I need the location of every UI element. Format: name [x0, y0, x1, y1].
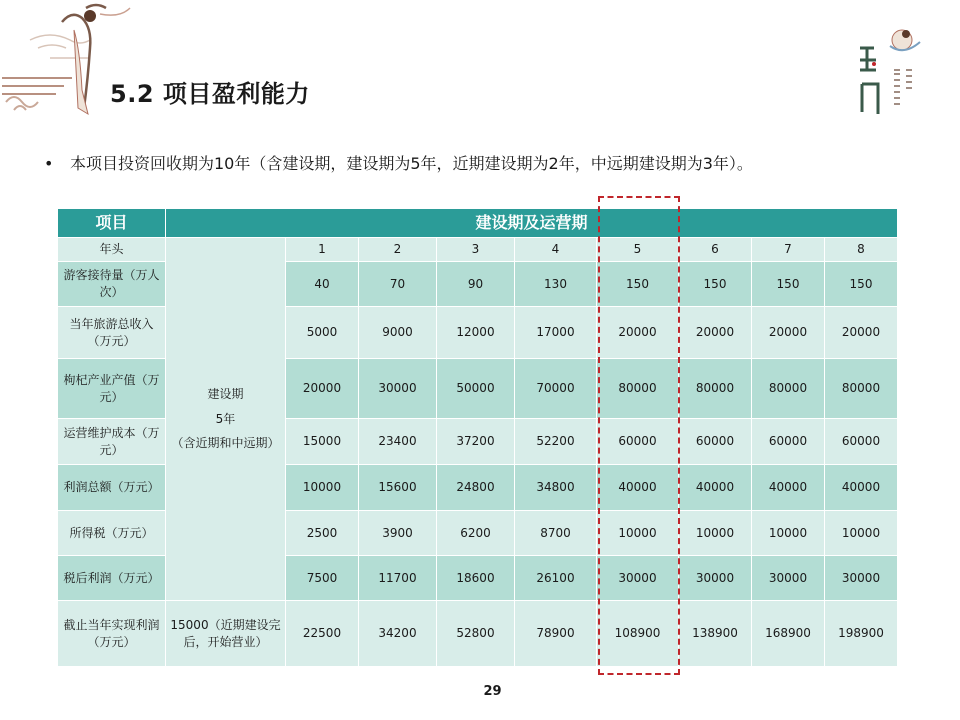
- value-cell: 15000: [286, 419, 359, 465]
- value-cell: 80000: [679, 359, 752, 419]
- page-number: 29: [483, 684, 502, 699]
- value-cell: 70000: [515, 359, 597, 419]
- value-cell: 20000: [597, 307, 679, 359]
- row-label: 当年旅游总收入（万元）: [58, 307, 166, 359]
- logo-seal-ornament: [854, 22, 926, 124]
- value-cell: 108900: [597, 601, 679, 667]
- value-cell: 60000: [752, 419, 825, 465]
- value-cell: 22500: [286, 601, 359, 667]
- value-cell: 150: [752, 262, 825, 307]
- year5-highlight-box: [598, 196, 680, 675]
- value-cell: 10000: [597, 511, 679, 556]
- value-cell: 8700: [515, 511, 597, 556]
- decorative-wave-ornament: [0, 0, 150, 130]
- year-cell: 8: [825, 238, 898, 262]
- value-cell: 198900: [825, 601, 898, 667]
- row-label: 运营维护成本（万元）: [58, 419, 166, 465]
- value-cell: 130: [515, 262, 597, 307]
- header-item: 项目: [58, 209, 166, 238]
- value-cell: 9000: [359, 307, 437, 359]
- value-cell: 20000: [825, 307, 898, 359]
- value-cell: 26100: [515, 556, 597, 601]
- construction-period-cell: [166, 238, 286, 601]
- value-cell: 23400: [359, 419, 437, 465]
- construction-period-line1: 建设期: [207, 386, 244, 401]
- value-cell: 60000: [825, 419, 898, 465]
- value-cell: 20000: [286, 359, 359, 419]
- value-cell: 20000: [752, 307, 825, 359]
- value-cell: 7500: [286, 556, 359, 601]
- value-cell: 34800: [515, 465, 597, 511]
- value-cell: 52800: [437, 601, 515, 667]
- header-period: 建设期及运营期: [166, 209, 898, 238]
- value-cell: 10000: [825, 511, 898, 556]
- value-cell: 37200: [437, 419, 515, 465]
- year-label: 年头: [58, 238, 166, 262]
- value-cell: 40000: [597, 465, 679, 511]
- value-cell: 10000: [286, 465, 359, 511]
- period-note-cell: 15000（近期建设完后，开始营业）: [166, 601, 286, 667]
- value-cell: 80000: [597, 359, 679, 419]
- value-cell: 2500: [286, 511, 359, 556]
- row-label: 税后利润（万元）: [58, 556, 166, 601]
- value-cell: 150: [679, 262, 752, 307]
- value-cell: 40: [286, 262, 359, 307]
- row-label: 游客接待量（万人次）: [58, 262, 166, 307]
- year-cell: 1: [286, 238, 359, 262]
- value-cell: 150: [825, 262, 898, 307]
- year-row: [58, 238, 898, 262]
- year-cell: 4: [515, 238, 597, 262]
- value-cell: 30000: [679, 556, 752, 601]
- value-cell: 168900: [752, 601, 825, 667]
- row-label: 利润总额（万元）: [58, 465, 166, 511]
- row-label: 截止当年实现利润（万元）: [58, 601, 166, 667]
- table-row-cumulative: [58, 601, 898, 667]
- value-cell: 30000: [359, 359, 437, 419]
- value-cell: 80000: [825, 359, 898, 419]
- row-label: 所得税（万元）: [58, 511, 166, 556]
- value-cell: 5000: [286, 307, 359, 359]
- value-cell: 24800: [437, 465, 515, 511]
- bullet-item: [44, 151, 753, 174]
- value-cell: 11700: [359, 556, 437, 601]
- value-cell: 52200: [515, 419, 597, 465]
- value-cell: 30000: [752, 556, 825, 601]
- value-cell: 34200: [359, 601, 437, 667]
- value-cell: 90: [437, 262, 515, 307]
- value-cell: 60000: [679, 419, 752, 465]
- value-cell: 60000: [597, 419, 679, 465]
- value-cell: 50000: [437, 359, 515, 419]
- value-cell: 78900: [515, 601, 597, 667]
- value-cell: 80000: [752, 359, 825, 419]
- value-cell: 10000: [752, 511, 825, 556]
- row-label: 枸杞产业产值（万元）: [58, 359, 166, 419]
- value-cell: 138900: [679, 601, 752, 667]
- value-cell: 30000: [597, 556, 679, 601]
- value-cell: 20000: [679, 307, 752, 359]
- year-cell: 7: [752, 238, 825, 262]
- year-cell: 3: [437, 238, 515, 262]
- bullet-dot-icon: •: [44, 154, 54, 173]
- value-cell: 10000: [679, 511, 752, 556]
- year-cell: 2: [359, 238, 437, 262]
- value-cell: 18600: [437, 556, 515, 601]
- value-cell: 40000: [679, 465, 752, 511]
- value-cell: 12000: [437, 307, 515, 359]
- value-cell: 30000: [825, 556, 898, 601]
- profitability-table: [57, 208, 898, 667]
- construction-period-line2: 5年: [215, 411, 236, 426]
- year-cell: 5: [597, 238, 679, 262]
- value-cell: 15600: [359, 465, 437, 511]
- value-cell: 17000: [515, 307, 597, 359]
- bullet-text: 本项目投资回收期为10年（含建设期，建设期为5年，近期建设期为2年，中远期建设期为3年）。: [70, 154, 753, 173]
- year-cell: 6: [679, 238, 752, 262]
- value-cell: 150: [597, 262, 679, 307]
- value-cell: 3900: [359, 511, 437, 556]
- value-cell: 6200: [437, 511, 515, 556]
- slide-title: 5.2 项目盈利能力: [110, 80, 310, 108]
- value-cell: 40000: [752, 465, 825, 511]
- value-cell: 40000: [825, 465, 898, 511]
- value-cell: 70: [359, 262, 437, 307]
- construction-period-line3: （含近期和中远期）: [171, 436, 280, 451]
